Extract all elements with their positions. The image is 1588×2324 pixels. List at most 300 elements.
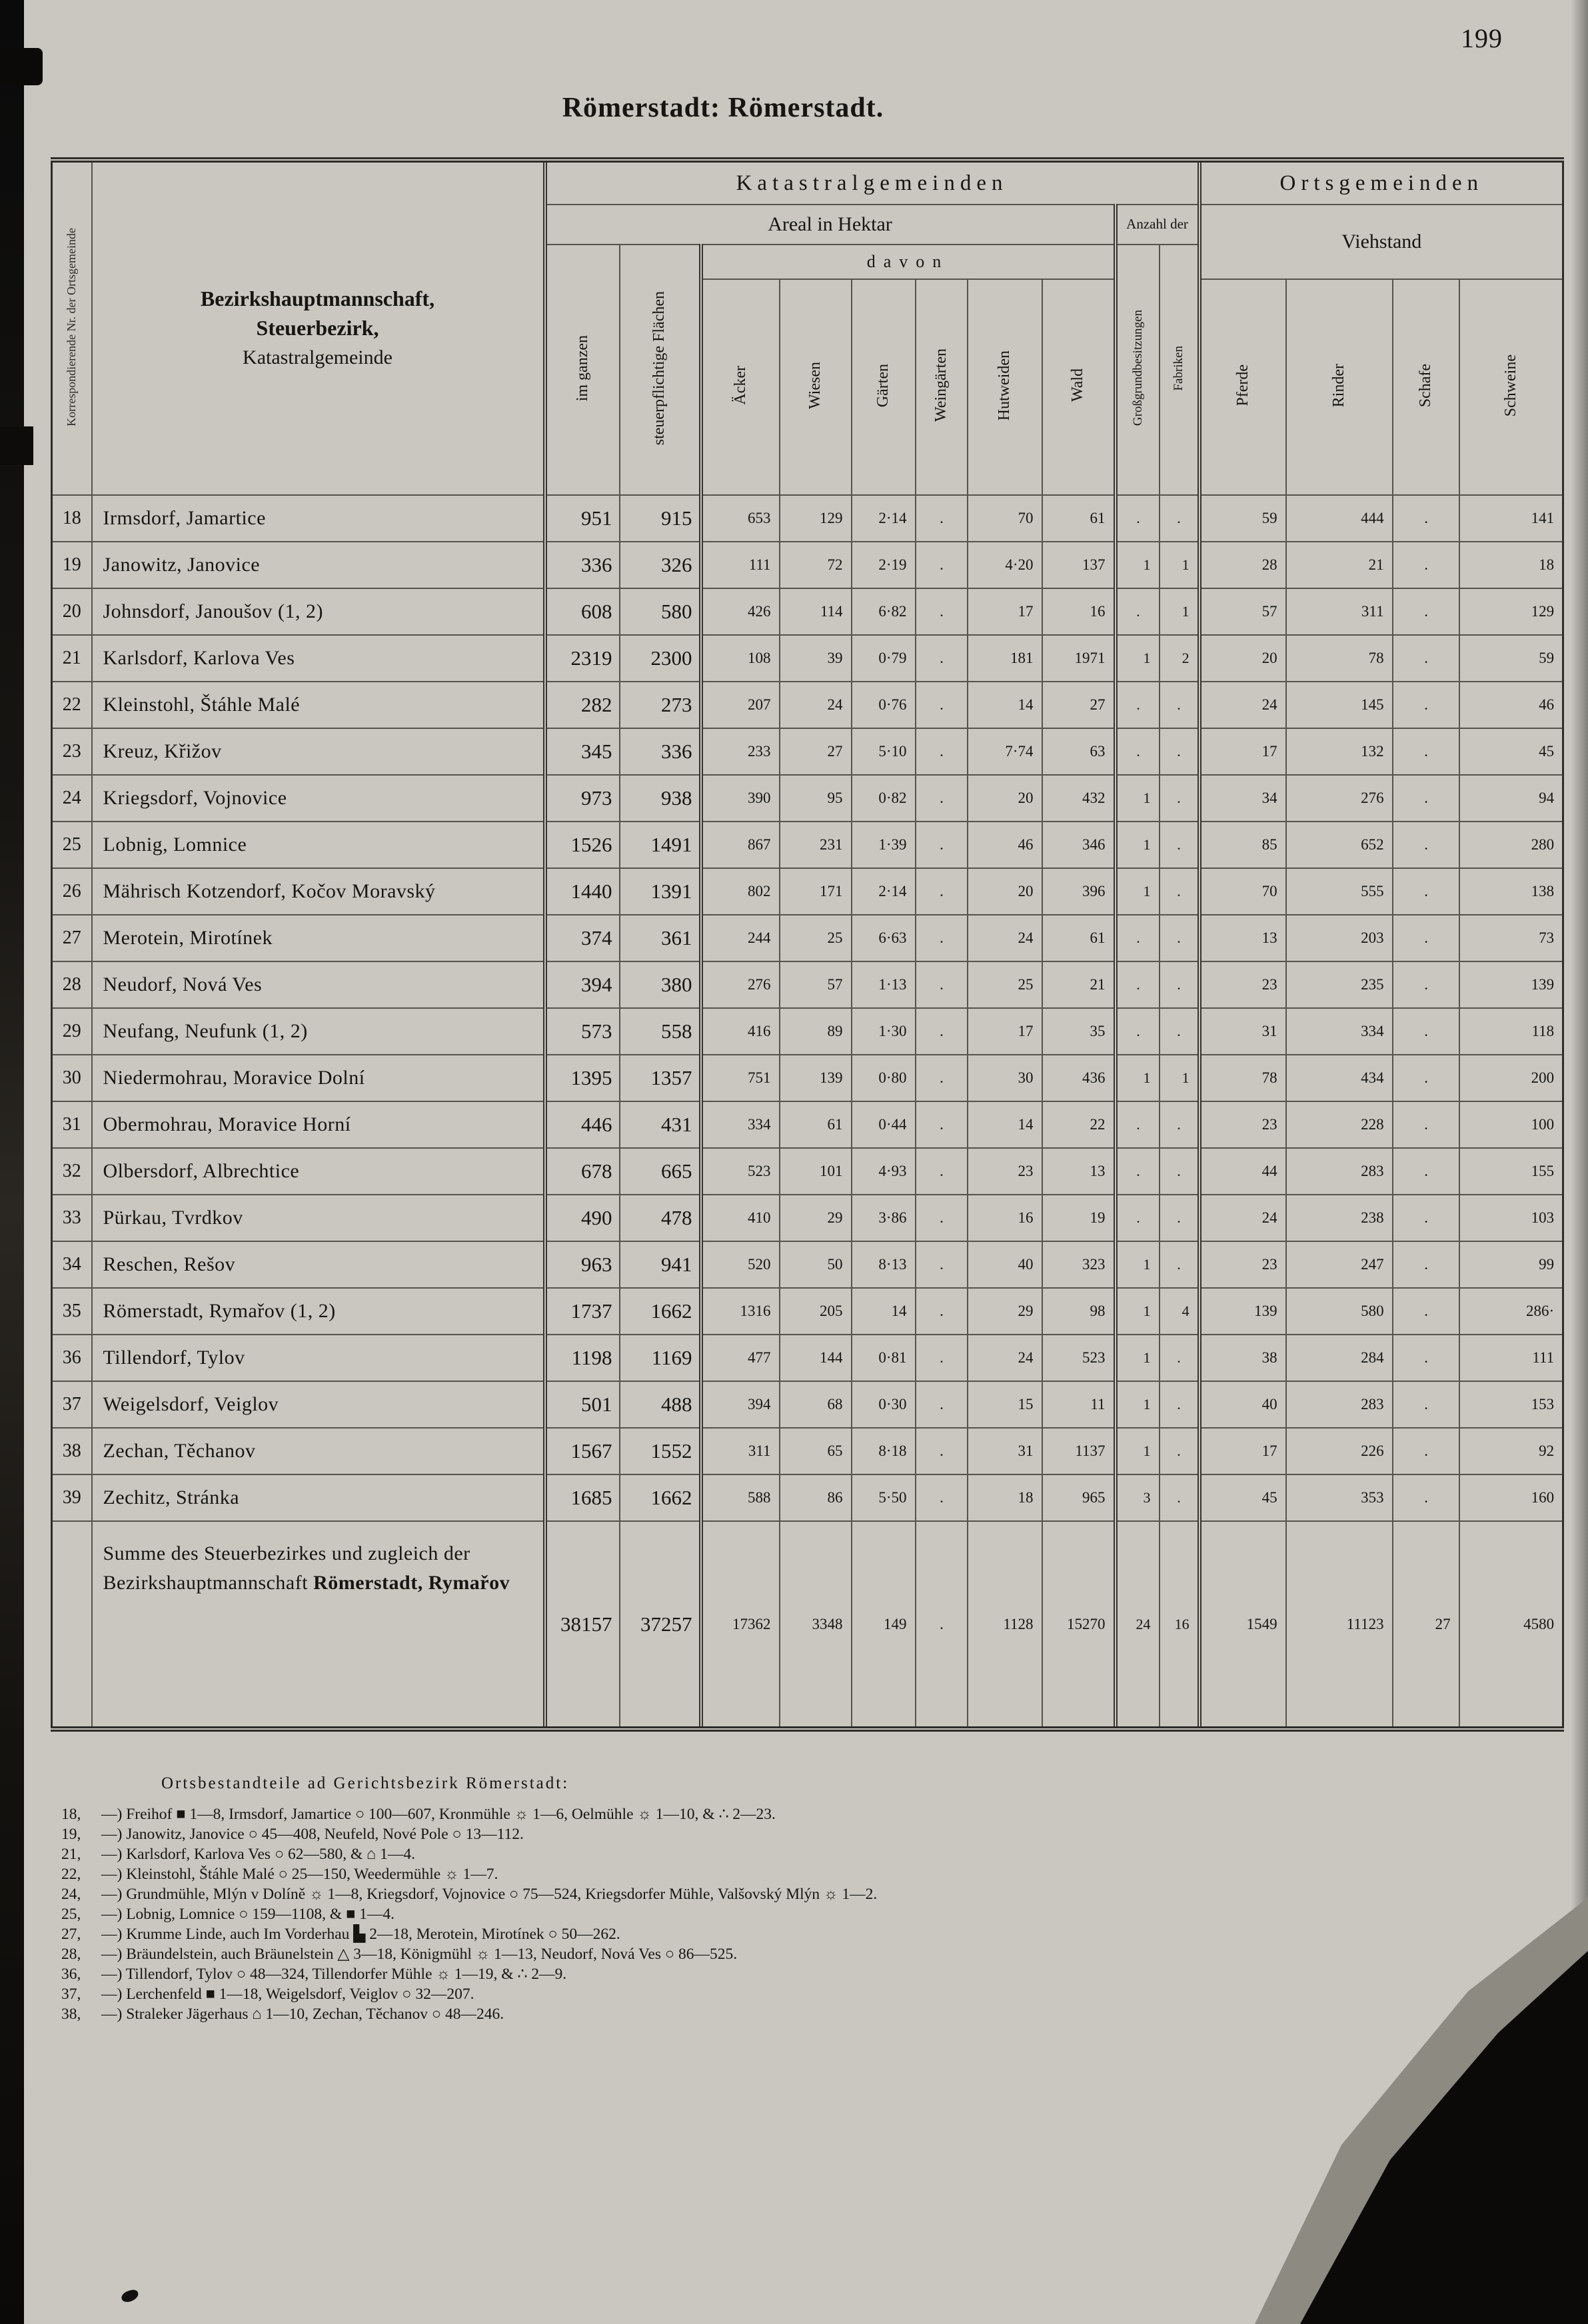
row-name: Pürkau, Tvrdkov (92, 1195, 545, 1241)
row-value: 1198 (545, 1335, 620, 1381)
row-value: 1·30 (852, 1008, 916, 1055)
row-value: 608 (545, 588, 620, 635)
row-value: 284 (1286, 1335, 1393, 1381)
row-value: . (1393, 868, 1459, 915)
row-value: 8·13 (852, 1241, 916, 1288)
row-value: 311 (701, 1428, 780, 1474)
row-value: 111 (1459, 1335, 1563, 1381)
row-value: 25 (780, 915, 852, 961)
row-value: . (1160, 682, 1199, 728)
row-value: 323 (1042, 1241, 1116, 1288)
row-value: 59 (1199, 495, 1286, 542)
footnote-item (61, 1804, 1507, 1824)
footnote-text: —) Lobnig, Lomnice ○ 159—1108, & ■ 1—4. (101, 1906, 395, 1923)
row-value: 13 (1042, 1148, 1116, 1195)
row-value: . (1116, 915, 1160, 961)
row-value: 23 (1199, 1101, 1286, 1148)
row-value: 61 (780, 1101, 852, 1148)
row-value: . (1160, 1008, 1199, 1055)
footnote-number: 21, (61, 1846, 81, 1863)
row-number: 36 (52, 1335, 92, 1381)
footnote-number: 27, (61, 1926, 81, 1943)
row-value: 432 (1042, 775, 1116, 822)
row-value: 1 (1160, 1055, 1199, 1101)
row-value: 29 (780, 1195, 852, 1241)
row-value: . (1160, 1148, 1199, 1195)
row-value: 44 (1199, 1148, 1286, 1195)
footnote-number: 22, (61, 1866, 81, 1883)
row-value: 867 (701, 822, 780, 868)
row-value: 488 (620, 1381, 701, 1428)
header-fabriken-cell (1160, 245, 1199, 495)
row-value: 361 (620, 915, 701, 961)
row-name: Zechan, Těchanov (92, 1428, 545, 1474)
header-wald-cell (1042, 279, 1116, 495)
row-value: 114 (780, 588, 852, 635)
row-value: 244 (701, 915, 780, 961)
row-value: 963 (545, 1241, 620, 1288)
row-name: Kriegsdorf, Vojnovice (92, 775, 545, 822)
row-value: 40 (968, 1241, 1042, 1288)
row-value: 14 (968, 1101, 1042, 1148)
row-number: 26 (52, 868, 92, 915)
row-value: 941 (620, 1241, 701, 1288)
row-name: Kleinstohl, Štáhle Malé (92, 682, 545, 728)
row-value: 276 (1286, 775, 1393, 822)
header-hutweiden: Hutweiden (996, 350, 1014, 421)
header-davon: davon (701, 245, 1116, 279)
row-value: . (1160, 1101, 1199, 1148)
row-value: . (1160, 822, 1199, 868)
row-value: 118 (1459, 1008, 1563, 1055)
row-value: . (1160, 961, 1199, 1008)
table-row (52, 775, 1563, 822)
row-value: . (1393, 1101, 1459, 1148)
row-name: Römerstadt, Rymařov (1, 2) (92, 1288, 545, 1335)
table-row (52, 915, 1563, 961)
row-value: . (1393, 588, 1459, 635)
row-value: 238 (1286, 1195, 1393, 1241)
header-bezirkshauptmannschaft: Bezirkshauptmannschaft, (200, 287, 435, 311)
row-value: 1·39 (852, 822, 916, 868)
row-value: 45 (1199, 1474, 1286, 1521)
summary-value: 38157 (545, 1521, 620, 1729)
row-value: 70 (968, 495, 1042, 542)
row-value: 73 (1459, 915, 1563, 961)
row-value: 228 (1286, 1101, 1393, 1148)
row-value: 111 (701, 542, 780, 588)
row-value: 434 (1286, 1055, 1393, 1101)
row-value: 410 (701, 1195, 780, 1241)
row-value: 380 (620, 961, 701, 1008)
header-fabriken: Fabriken (1171, 345, 1186, 391)
summary-value: 24 (1116, 1521, 1160, 1729)
row-name: Reschen, Rešov (92, 1241, 545, 1288)
row-value: 24 (1199, 682, 1286, 728)
row-value: 14 (968, 682, 1042, 728)
summary-label: Summe des Steuerbezirkes und zugleich der Bezirkshauptmannschaft (103, 1542, 470, 1594)
footnote-text: —) Karlsdorf, Karlova Ves ○ 62—580, & ⌂ 1—4. (101, 1846, 416, 1863)
summary-value: 11123 (1286, 1521, 1393, 1729)
row-value: . (916, 1381, 968, 1428)
row-value: 4·20 (968, 542, 1042, 588)
row-value: 2·19 (852, 542, 916, 588)
summary-value: 3348 (780, 1521, 852, 1729)
row-value: . (1160, 1381, 1199, 1428)
row-value: . (1160, 1241, 1199, 1288)
footnote-number: 25, (61, 1906, 81, 1923)
row-value: 171 (780, 868, 852, 915)
row-value: 2 (1160, 635, 1199, 682)
row-value: 588 (701, 1474, 780, 1521)
row-number: 34 (52, 1241, 92, 1288)
row-value: 558 (620, 1008, 701, 1055)
row-value: 2300 (620, 635, 701, 682)
row-value: 5·50 (852, 1474, 916, 1521)
row-value: 311 (1286, 588, 1393, 635)
row-value: 247 (1286, 1241, 1393, 1288)
row-value: . (1393, 1335, 1459, 1381)
row-value: 139 (780, 1055, 852, 1101)
footnote-number: 24, (61, 1886, 81, 1903)
header-grossgrundbesitzungen: Großgrundbesitzungen (1130, 310, 1145, 426)
row-value: 374 (545, 915, 620, 961)
row-value: 1491 (620, 822, 701, 868)
row-value: 501 (545, 1381, 620, 1428)
row-value: 334 (701, 1101, 780, 1148)
row-value: 78 (1286, 635, 1393, 682)
row-value: . (1393, 1055, 1459, 1101)
row-value: 226 (1286, 1428, 1393, 1474)
summary-value: 1128 (968, 1521, 1042, 1729)
corresponding-number-header: Korrespondierende Nr. der Ortsgemeinde (65, 227, 79, 426)
row-value: 39 (780, 635, 852, 682)
row-value: 353 (1286, 1474, 1393, 1521)
row-value: 139 (1459, 961, 1563, 1008)
row-value: 23 (1199, 961, 1286, 1008)
row-value: 334 (1286, 1008, 1393, 1055)
row-value: 973 (545, 775, 620, 822)
row-value: 200 (1459, 1055, 1563, 1101)
row-number: 39 (52, 1474, 92, 1521)
row-value: 751 (701, 1055, 780, 1101)
row-value: . (916, 1428, 968, 1474)
row-value: 523 (701, 1148, 780, 1195)
row-value: 336 (545, 542, 620, 588)
table-row (52, 1428, 1563, 1474)
footnote-item (61, 1904, 1507, 1924)
row-value: . (1116, 682, 1160, 728)
row-name: Mährisch Kotzendorf, Kočov Moravský (92, 868, 545, 915)
footnote-text: —) Bräundelstein, auch Bräunelstein △ 3—18, Königmühl ☼ 1—13, Neudorf, Nová Ves ○ 86—525. (101, 1946, 738, 1963)
row-value: . (916, 728, 968, 775)
row-name: Zechitz, Stránka (92, 1474, 545, 1521)
footnote-text: —) Lerchenfeld ■ 1—18, Weigelsdorf, Veiglov ○ 32—207. (101, 1986, 474, 2003)
row-value: . (1393, 1008, 1459, 1055)
row-value: 1137 (1042, 1428, 1116, 1474)
row-value: 1 (1116, 1241, 1160, 1288)
footnote-text: —) Janowitz, Janovice ○ 45—408, Neufeld, Nové Pole ○ 13—112. (101, 1826, 524, 1843)
row-value: 11 (1042, 1381, 1116, 1428)
statistics-table (51, 157, 1564, 1732)
row-value: . (916, 682, 968, 728)
row-value: 0·76 (852, 682, 916, 728)
row-value: 678 (545, 1148, 620, 1195)
row-value: 30 (968, 1055, 1042, 1101)
row-value: 103 (1459, 1195, 1563, 1241)
footnotes-title: Ortsbestandteile ad Gerichtsbezirk Römerstadt: (161, 1774, 570, 1792)
row-value: 70 (1199, 868, 1286, 915)
row-value: 231 (780, 822, 852, 868)
footnotes-list (61, 1804, 1507, 2024)
footnote-text: —) Straleker Jägerhaus ⌂ 1—10, Zechan, Těchanov ○ 48—246. (101, 2006, 504, 2023)
header-grossgrund-cell (1116, 245, 1160, 495)
header-hutweiden-cell (968, 279, 1042, 495)
row-value: . (1160, 1474, 1199, 1521)
table-row (52, 868, 1563, 915)
row-value: 0·30 (852, 1381, 916, 1428)
row-value: . (1160, 915, 1199, 961)
row-value: . (916, 1055, 968, 1101)
row-value: 490 (545, 1195, 620, 1241)
row-value: 0·80 (852, 1055, 916, 1101)
row-value: 1526 (545, 822, 620, 868)
header-schweine-cell (1459, 279, 1563, 495)
footnote-text: —) Krumme Linde, auch Im Vorderhau ▙ 2—18, Merotein, Mirotínek ○ 50—262. (101, 1926, 620, 1943)
row-value: 50 (780, 1241, 852, 1288)
header-rinder: Rinder (1330, 363, 1348, 408)
summary-label-cell (92, 1521, 545, 1729)
row-value: 40 (1199, 1381, 1286, 1428)
row-value: 282 (545, 682, 620, 728)
row-value: 20 (968, 868, 1042, 915)
header-katastralgemeinde: Katastralgemeinde (243, 346, 393, 368)
row-value: 1391 (620, 868, 701, 915)
row-number: 29 (52, 1008, 92, 1055)
row-value: 24 (968, 915, 1042, 961)
row-value: . (1116, 961, 1160, 1008)
row-value: . (1116, 728, 1160, 775)
row-value: 0·44 (852, 1101, 916, 1148)
row-value: . (916, 868, 968, 915)
row-value: . (916, 495, 968, 542)
row-value: 1 (1116, 1428, 1160, 1474)
row-value: 17 (968, 1008, 1042, 1055)
row-name: Neufang, Neufunk (1, 2) (92, 1008, 545, 1055)
row-value: 802 (701, 868, 780, 915)
summary-value: 1549 (1199, 1521, 1286, 1729)
row-value: 18 (968, 1474, 1042, 1521)
row-name: Merotein, Mirotínek (92, 915, 545, 961)
row-value: 129 (780, 495, 852, 542)
row-value: . (916, 1195, 968, 1241)
row-value: 326 (620, 542, 701, 588)
row-value: . (916, 961, 968, 1008)
row-value: 276 (701, 961, 780, 1008)
header-viehstand: Viehstand (1199, 205, 1563, 279)
row-value: . (1393, 682, 1459, 728)
row-name: Irmsdorf, Jamartice (92, 495, 545, 542)
row-value: 24 (968, 1335, 1042, 1381)
footnote-item (61, 1844, 1507, 1864)
row-value: 17 (1199, 1428, 1286, 1474)
row-value: 17 (968, 588, 1042, 635)
row-value: . (1393, 542, 1459, 588)
header-aecker-cell (701, 279, 780, 495)
row-value: 132 (1286, 728, 1393, 775)
row-value: 129 (1459, 588, 1563, 635)
row-value: 137 (1042, 542, 1116, 588)
row-value: . (1160, 1335, 1199, 1381)
footnote-item (61, 1924, 1507, 1944)
row-value: 7·74 (968, 728, 1042, 775)
row-value: 23 (1199, 1241, 1286, 1288)
header-pferde: Pferde (1234, 364, 1252, 406)
row-value: 283 (1286, 1148, 1393, 1195)
row-value: . (1393, 495, 1459, 542)
row-number: 35 (52, 1288, 92, 1335)
row-value: 89 (780, 1008, 852, 1055)
row-value: 652 (1286, 822, 1393, 868)
row-value: 153 (1459, 1381, 1563, 1428)
header-steuerbezirk: Steuerbezirk, (256, 315, 379, 340)
row-value: . (916, 822, 968, 868)
row-value: . (916, 542, 968, 588)
row-value: 336 (620, 728, 701, 775)
table-row (52, 1195, 1563, 1241)
row-name: Karlsdorf, Karlova Ves (92, 635, 545, 682)
row-value: 233 (701, 728, 780, 775)
row-value: . (916, 915, 968, 961)
row-value: . (1116, 1195, 1160, 1241)
summary-number-cell (52, 1521, 92, 1729)
row-value: 57 (780, 961, 852, 1008)
header-gaerten: Gärten (874, 363, 892, 408)
row-value: 17 (1199, 728, 1286, 775)
header-katastralgemeinden: Katastralgemeinden (545, 160, 1199, 205)
row-value: 1971 (1042, 635, 1116, 682)
table-row (52, 822, 1563, 868)
row-value: 273 (620, 682, 701, 728)
row-value: 85 (1199, 822, 1286, 868)
row-value: 13 (1199, 915, 1286, 961)
row-number: 32 (52, 1148, 92, 1195)
header-wald: Wald (1069, 368, 1087, 402)
row-value: 94 (1459, 775, 1563, 822)
row-value: 1685 (545, 1474, 620, 1521)
row-value: . (1393, 775, 1459, 822)
row-value: 28 (1199, 542, 1286, 588)
row-value: 1 (1116, 542, 1160, 588)
table-row (52, 1101, 1563, 1148)
row-value: 477 (701, 1335, 780, 1381)
table-footer (52, 1521, 1563, 1729)
footnote-item (61, 1824, 1507, 1844)
row-value: 27 (1042, 682, 1116, 728)
summary-value: 17362 (701, 1521, 780, 1729)
row-value: 24 (780, 682, 852, 728)
table-row (52, 1381, 1563, 1428)
row-value: 1662 (620, 1288, 701, 1335)
header-schafe-cell (1393, 279, 1459, 495)
row-value: 394 (701, 1381, 780, 1428)
row-value: 1 (1116, 635, 1160, 682)
row-value: 1567 (545, 1428, 620, 1474)
row-value: 160 (1459, 1474, 1563, 1521)
row-value: 35 (1042, 1008, 1116, 1055)
header-wiesen-cell (780, 279, 852, 495)
row-value: 99 (1459, 1241, 1563, 1288)
row-value: . (1393, 1381, 1459, 1428)
table-row (52, 1148, 1563, 1195)
row-value: 951 (545, 495, 620, 542)
row-value: . (1393, 635, 1459, 682)
row-number: 20 (52, 588, 92, 635)
table-row (52, 961, 1563, 1008)
header-weingaerten-cell (916, 279, 968, 495)
row-value: 14 (852, 1288, 916, 1335)
row-value: 101 (780, 1148, 852, 1195)
row-value: 965 (1042, 1474, 1116, 1521)
footnote-text: —) Grundmühle, Mlýn v Dolíně ☼ 1—8, Kriegsdorf, Vojnovice ○ 75—524, Kriegsdorfer Mühle, Valšovský Mlýn ☼ 1—2. (101, 1886, 878, 1903)
row-number: 28 (52, 961, 92, 1008)
row-value: . (916, 1474, 968, 1521)
footnote-number: 36, (61, 1966, 81, 1983)
row-value: 1169 (620, 1335, 701, 1381)
row-value: 5·10 (852, 728, 916, 775)
row-value: 78 (1199, 1055, 1286, 1101)
table-row (52, 682, 1563, 728)
row-value: 1395 (545, 1055, 620, 1101)
row-value: 938 (620, 775, 701, 822)
footnote-item (61, 1944, 1507, 1964)
row-value: 63 (1042, 728, 1116, 775)
row-value: 1 (1116, 1381, 1160, 1428)
row-number: 31 (52, 1101, 92, 1148)
row-name: Janowitz, Janovice (92, 542, 545, 588)
row-value: 3 (1116, 1474, 1160, 1521)
row-value: 22 (1042, 1101, 1116, 1148)
row-value: 31 (1199, 1008, 1286, 1055)
table-row (52, 1474, 1563, 1521)
row-number: 27 (52, 915, 92, 961)
row-value: 181 (968, 635, 1042, 682)
row-value: 1 (1116, 868, 1160, 915)
row-value: 92 (1459, 1428, 1563, 1474)
footnote-number: 18, (61, 1806, 81, 1823)
row-value: 27 (780, 728, 852, 775)
row-value: 1·13 (852, 961, 916, 1008)
row-number: 33 (52, 1195, 92, 1241)
header-areal-in-hektar: Areal in Hektar (545, 205, 1116, 245)
footnote-text: —) Tillendorf, Tylov ○ 48—324, Tillendorfer Mühle ☼ 1—19, & ∴ 2—9. (101, 1966, 567, 1983)
book-binding-edge (0, 0, 24, 2324)
row-value: 1737 (545, 1288, 620, 1335)
row-name: Johnsdorf, Janoušov (1, 2) (92, 588, 545, 635)
row-value: 426 (701, 588, 780, 635)
row-value: 523 (1042, 1335, 1116, 1381)
row-value: 18 (1459, 542, 1563, 588)
summary-value: 149 (852, 1521, 916, 1729)
row-number: 24 (52, 775, 92, 822)
row-value: 100 (1459, 1101, 1563, 1148)
table-row (52, 1288, 1563, 1335)
row-number: 23 (52, 728, 92, 775)
row-value: 346 (1042, 822, 1116, 868)
row-value: . (1393, 1474, 1459, 1521)
row-value: 1662 (620, 1474, 701, 1521)
row-value: 57 (1199, 588, 1286, 635)
